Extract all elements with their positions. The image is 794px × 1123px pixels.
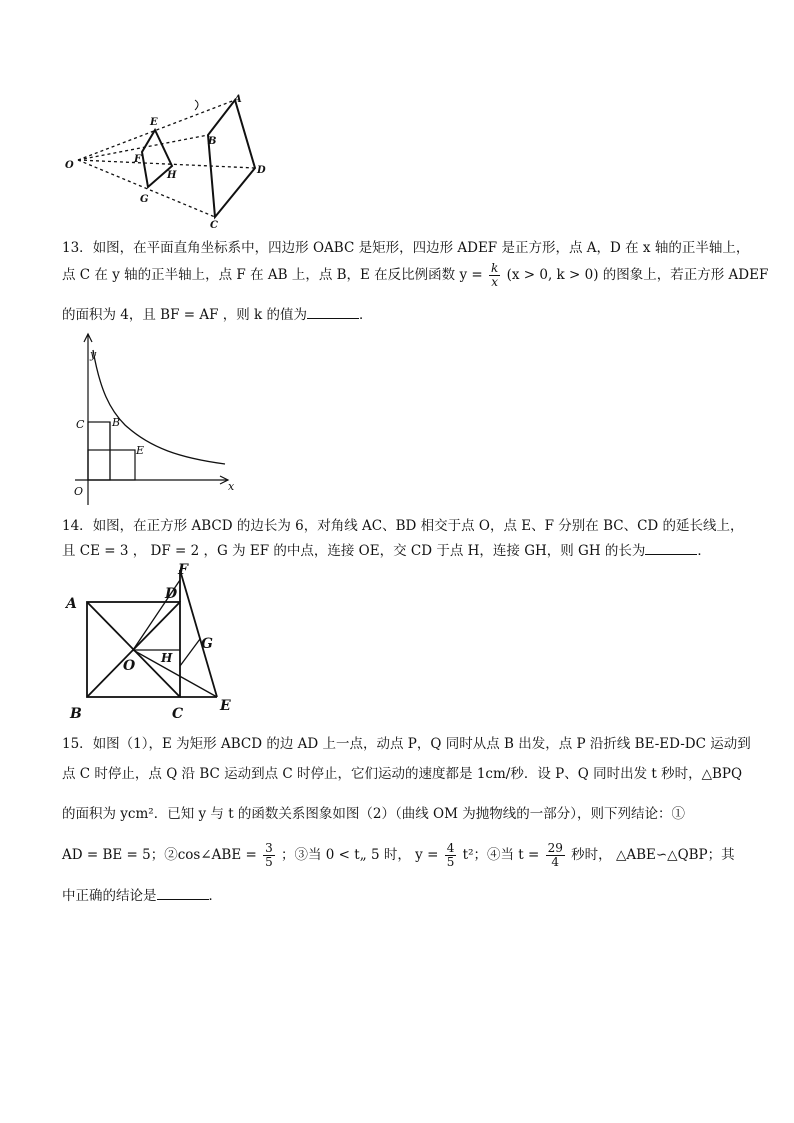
q15-line2: [62, 762, 742, 782]
fraction-29-4: [546, 842, 565, 869]
q15-text4c: t²；④当 t =: [462, 847, 540, 863]
q15-line3: [62, 802, 685, 822]
label-E: E: [136, 444, 145, 457]
q15-text4d: 秒时， △ABE∽△QBP；其: [571, 847, 735, 863]
q15-number: 15．: [62, 736, 93, 752]
label-B: B: [70, 706, 82, 722]
q13-text3a: 的面积为 4，且 BF = AF ，则 k 的值为: [62, 307, 308, 323]
label-F: F: [178, 562, 188, 578]
q15-line5: [62, 884, 222, 904]
answer-blank[interactable]: [307, 304, 359, 319]
frac-num: k: [491, 261, 499, 275]
q15-text5b: ．: [208, 888, 222, 904]
label-G: G: [140, 194, 149, 205]
label-O: O: [123, 658, 136, 674]
label-A: A: [234, 94, 242, 105]
label-C: C: [172, 706, 184, 722]
q14-text2b: ．: [697, 543, 711, 559]
label-C: C: [210, 220, 218, 230]
frac-num: 4: [446, 841, 455, 855]
q13-text2b: (x > 0, k > 0) 的图象上，若正方形 ADEF: [506, 267, 769, 283]
label-H: H: [161, 651, 173, 665]
fraction-4-5: [445, 842, 457, 869]
q15-line4: [62, 842, 735, 869]
label-O: O: [65, 160, 74, 171]
q13-line1: [62, 236, 749, 256]
frac-num: 3: [265, 841, 273, 855]
q15-line1: [62, 732, 751, 752]
q15-text2a: 点 C 时停止，点 Q 沿 BC 运动到点 C 时停止，它们运动的速度都是 1cm/秒．设 P、Q 同时出发 t 秒时，: [62, 766, 702, 782]
figure-14: [60, 560, 240, 725]
q14-line1: [62, 514, 744, 534]
label-y-axis: y: [90, 348, 97, 361]
label-D: D: [165, 586, 178, 602]
q15-text4b: ；③当 0 < t„ 5 时， y =: [281, 847, 439, 863]
figure-13: [60, 330, 240, 510]
label-O: O: [74, 485, 84, 498]
frac-den: 5: [265, 855, 273, 869]
label-G: G: [201, 636, 213, 652]
label-E: E: [150, 117, 158, 128]
label-B: B: [112, 416, 121, 429]
label-A: A: [66, 596, 77, 612]
q15-text2b: △BPQ: [701, 766, 743, 782]
q15-text1: 如图（1），E 为矩形 ABCD 的边 AD 上一点，动点 P，Q 同时从点 B 出发，点 P 沿折线 BE-ED-DC 运动到: [92, 736, 751, 752]
q13-line3: [62, 303, 373, 323]
q15-text3: 的面积为 ycm²．已知 y 与 t 的函数关系图象如图（2）（曲线 OM 为抛物线的一部分），则下列结论：①: [62, 806, 685, 822]
label-B: B: [208, 136, 217, 147]
figure-12: [60, 90, 280, 230]
frac-den: 5: [446, 855, 455, 869]
frac-num: 29: [547, 841, 563, 855]
q14-number: 14．: [62, 518, 93, 534]
answer-blank[interactable]: [157, 885, 209, 900]
fraction-3-5: [263, 842, 275, 869]
label-F: F: [134, 154, 142, 165]
frac-den: 4: [551, 855, 560, 869]
q13-text1: 如图，在平面直角坐标系中，四边形 OABC 是矩形，四边形 ADEF 是正方形，点 A，D 在 x 轴的正半轴上，: [92, 240, 750, 256]
label-H: H: [167, 170, 177, 181]
label-E: E: [220, 698, 231, 714]
q13-text3b: ．: [359, 307, 373, 323]
q15-text4a: AD = BE = 5；②cos∠ABE =: [62, 847, 257, 863]
q15-text5a: 中正确的结论是: [62, 888, 157, 904]
label-C: C: [76, 418, 85, 431]
q14-line2: [62, 539, 711, 559]
answer-blank[interactable]: [645, 540, 697, 555]
q13-number: 13．: [62, 240, 93, 256]
label-D: D: [257, 165, 266, 176]
q13-text2a: 点 C 在 y 轴的正半轴上，点 F 在 AB 上，点 B，E 在反比例函数 y =: [62, 267, 483, 283]
q13-line2: [62, 262, 768, 289]
fraction-k-over-x: [489, 262, 500, 289]
q14-text2a: 且 CE = 3 ， DF = 2 ，G 为 EF 的中点，连接 OE，交 CD 于点 H，连接 GH，则 GH 的长为: [62, 543, 646, 559]
q14-text1: 如图，在正方形 ABCD 的边长为 6，对角线 AC、BD 相交于点 O，点 E、F 分别在 BC、CD 的延长线上，: [92, 518, 744, 534]
label-x-axis: x: [228, 480, 235, 493]
frac-den: x: [491, 275, 499, 289]
